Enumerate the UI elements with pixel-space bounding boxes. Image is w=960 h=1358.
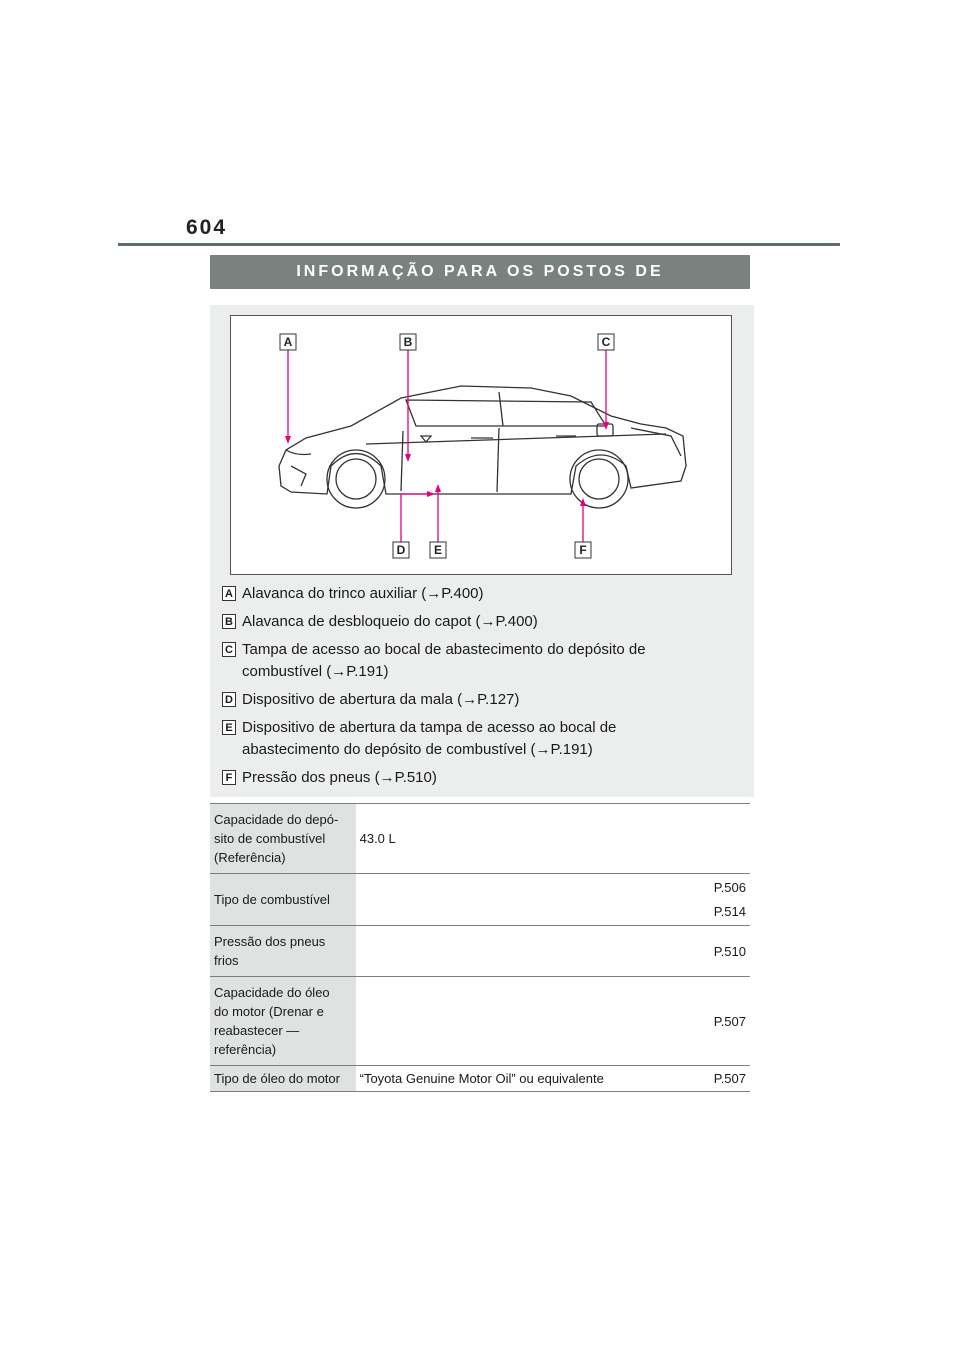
row-value (356, 926, 663, 977)
row-ref: P.507 (662, 1066, 750, 1092)
legend-letter: B (222, 614, 236, 629)
section-title: INFORMAÇÃO PARA OS POSTOS DE (210, 255, 750, 289)
car-outline (279, 386, 686, 494)
row-value: “Toyota Genuine Motor Oil” ou equivalente (356, 1066, 663, 1092)
row-label: Capacidade do depó- sito de combustível (Referência) (210, 804, 356, 874)
row-value (356, 977, 663, 1066)
legend-text: Pressão dos pneus (→P.510) (242, 769, 437, 786)
diagram-label-d: D (396, 543, 406, 557)
legend-text: Alavanca do trinco auxiliar (→P.400) (242, 585, 484, 602)
row-value: 43.0 L (356, 804, 663, 874)
page-number: 604 (186, 216, 228, 239)
row-ref: P.506 P.514 (662, 874, 750, 926)
legend-letter: A (222, 586, 236, 601)
diagram-label-c: C (601, 335, 611, 349)
table-row (210, 977, 750, 1066)
table-row (210, 874, 750, 926)
legend-text-continued: abastecimento do depósito de combustível (→P.191) (242, 741, 593, 758)
diagram-label-e: E (433, 543, 443, 557)
fuel-info-table (210, 803, 750, 1092)
legend-letter: E (222, 720, 236, 735)
legend-item-d (222, 689, 742, 711)
legend-item-f (222, 767, 742, 789)
legend-item-a (222, 583, 742, 605)
table-row (210, 1066, 750, 1092)
legend (222, 583, 742, 795)
legend-letter: F (222, 770, 236, 785)
row-label: Capacidade do óleo do motor (Drenar e reabastecer — referência) (210, 977, 356, 1066)
row-ref (662, 804, 750, 874)
row-label: Pressão dos pneus frios (210, 926, 356, 977)
diagram-label-b: B (403, 335, 413, 349)
legend-text: Tampa de acesso ao bocal de abastecimento do depósito de (242, 641, 646, 658)
diagram-label-a: A (283, 335, 293, 349)
car-diagram (230, 315, 732, 575)
table-row (210, 804, 750, 874)
row-ref: P.510 (662, 926, 750, 977)
row-value (356, 874, 663, 926)
legend-item-c (222, 639, 742, 683)
legend-letter: C (222, 642, 236, 657)
pointer-lines (288, 348, 606, 544)
row-label: Tipo de óleo do motor (210, 1066, 356, 1092)
legend-letter: D (222, 692, 236, 707)
diagram-labels (280, 334, 614, 558)
legend-text: Dispositivo de abertura da tampa de acesso ao bocal de (242, 719, 617, 736)
row-label: Tipo de combustível (210, 874, 356, 926)
table-row (210, 926, 750, 977)
legend-item-b (222, 611, 742, 633)
legend-text-continued: combustível (→P.191) (242, 663, 389, 680)
legend-text: Dispositivo de abertura da mala (→P.127) (242, 691, 520, 708)
row-ref: P.507 (662, 977, 750, 1066)
info-box (210, 305, 754, 797)
diagram-label-f: F (579, 543, 587, 557)
legend-text: Alavanca de desbloqueio do capot (→P.400) (242, 613, 538, 630)
car-illustration (231, 316, 731, 574)
legend-item-e (222, 717, 742, 761)
top-rule (118, 243, 840, 246)
